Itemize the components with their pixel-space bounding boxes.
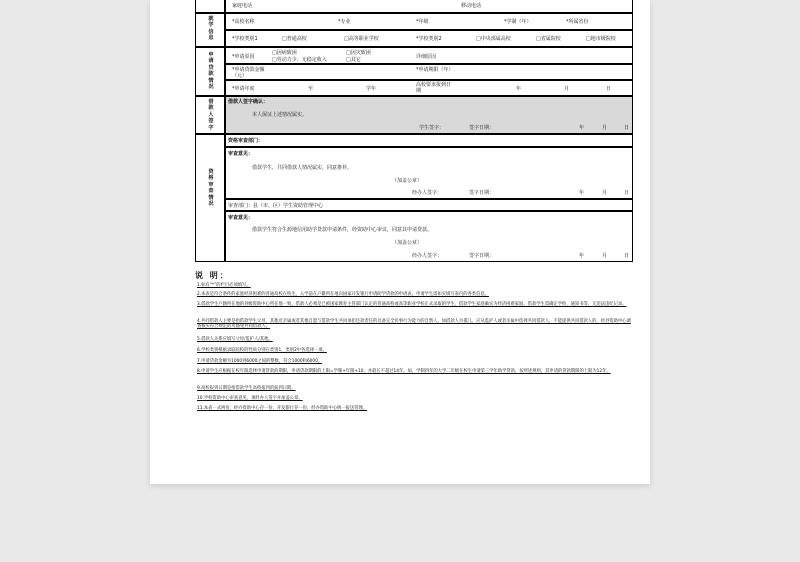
school-name-label: *高校名称 — [232, 19, 255, 25]
sign-month: 月 — [602, 125, 608, 131]
student-sign-label: 学生签字： — [419, 125, 445, 131]
opt-central-checkbox[interactable]: □中央部属高校 — [476, 36, 511, 42]
note-item: 7.申请贷款金额为1000到6000之间的整数，符合1000和6000。 — [197, 359, 323, 364]
review-month: 月 — [602, 190, 608, 196]
sign-year: 年 — [579, 125, 585, 131]
loan-section-label: 申请贷款情况 — [208, 52, 214, 91]
major-label: *专业 — [338, 19, 351, 25]
review-opinion-box — [225, 147, 633, 199]
opt-local-checkbox[interactable]: □地市级院校 — [586, 36, 616, 42]
note-item: 5.借款人关系应填写父母/监护人/其他。 — [197, 337, 273, 342]
review-dept-row — [225, 134, 633, 147]
review-dept2-title: 审查部门：县（市、区）学生资助管理中心 — [228, 202, 324, 209]
note-item: 8.申请学生应根据在校年限选择申请贷款的期限，申请贷款期限的上限=学制+年限+10，并最长不超过14年。如，学制四年的大学二年级在校生申请第三学年助学贷款，按所述规则，其申请的贷款期限的上限为12年。 — [197, 369, 611, 374]
review-day: 日 — [624, 190, 630, 196]
review2-handler-sign: 经办人签字： — [412, 253, 443, 259]
note-item: 10.学校资助中心审查意见，须经办人签字并加盖公章。 — [197, 396, 303, 401]
study-section-label-cell — [195, 13, 225, 47]
grade-label: *年级 — [416, 19, 429, 25]
study-row-2 — [225, 30, 633, 47]
report-month: 月 — [564, 86, 570, 92]
study-row-1 — [225, 13, 633, 30]
signature-section-label: 借款人签字 — [208, 99, 214, 131]
review2-month: 月 — [602, 253, 608, 259]
note-item: 3.借款学生户籍所在地的县级资助中心所在地一致，借款人必须是已被国家教育主管部门认定的普通高校或高等职业学校正式录取的学生，借款学生家庭确实为经济困难家庭。借款学生需确定学校、通知书等，无违法违纪记录。 — [197, 302, 627, 307]
review-handler-sign: 经办人签字： — [412, 190, 443, 196]
academic-year-label: 学年 — [366, 86, 377, 92]
report-year: 年 — [516, 86, 522, 92]
loan-row-3 — [225, 80, 633, 96]
amount-label: *申请贷款金额（元） — [232, 67, 265, 79]
signature-section-label-cell — [195, 96, 225, 134]
note-item: 2.本表是符合条件的家庭经济困难的普通高校在校生，入学前在户籍所在地向国家开发银行申请助学贷款的申请表，申请学生需如实填写表内的各类信息。 — [197, 292, 489, 297]
review2-opinion-title: 审查意见： — [228, 215, 254, 221]
note-item: 6.学校类别根据录取院校的性质分别在类别1、类别2中各选择一项。 — [197, 348, 327, 353]
school-type1-label: *学校类别1 — [232, 36, 258, 42]
to-label: 至 — [308, 86, 314, 92]
note-item: 11.本表一式两份，经办资助中心存一份，开发银行存一份，经办资助中心统一报送管理。 — [197, 406, 368, 411]
reason-labor-checkbox[interactable]: □劳动力少、无稳定收入 — [272, 57, 327, 63]
review-sign-date: 签字日期： — [469, 190, 495, 196]
loan-section-label-cell — [195, 47, 225, 96]
review-seal: （加盖公章） — [392, 178, 423, 184]
note-item: 1.标有“*”的栏目必须填写。 — [197, 283, 251, 288]
year-label: *申请年度 — [232, 86, 255, 92]
review2-seal: （加盖公章） — [392, 240, 423, 246]
opt-public-checkbox[interactable]: □普通高校 — [282, 36, 307, 42]
reason-label: *申请原因 — [232, 54, 255, 60]
reason-disaster-checkbox[interactable]: □因灾致困 — [346, 50, 371, 56]
school-type2-label: *学校类别2 — [416, 36, 442, 42]
sign-date-label: 签字日期： — [469, 125, 495, 131]
review2-sign-date: 签字日期： — [469, 253, 495, 259]
signature-statement: 本人保证上述情况属实。 — [252, 112, 308, 118]
period-label: *申请期限（年） — [416, 67, 454, 73]
loan-row-1 — [225, 47, 633, 64]
note-item: 4.共同借款人主要是指借款学生父母，其他近亲属或者其他自愿与借款学生共同承担还款责任的具备完全民事行为能力的自然人。如借款人为孤儿，应从监护人或者亲属中选择共同借款人，不能提供共同借款人的，经县资助中心调查核实符合规定的可豁免共同借款人。 — [197, 319, 631, 330]
signature-box — [225, 96, 633, 134]
review-section-label: 资格审查情况 — [208, 169, 214, 208]
study-section-label: 就学信息 — [208, 16, 214, 42]
review-opinion-text: 借款学生、共同借款人情况属实，同意推荐。 — [252, 165, 353, 171]
opt-vocational-checkbox[interactable]: □高等职业学校 — [344, 36, 379, 42]
review-dept-title: 资格审查部门： — [228, 138, 264, 144]
detailed-reason-label: 详细原因 — [416, 54, 437, 60]
review2-opinion-box — [225, 211, 633, 262]
family-phone-label: 家庭电话 — [232, 3, 253, 9]
report-day: 日 — [606, 86, 612, 92]
province-label: *所属省份 — [566, 19, 589, 25]
graduation-date-label: 高校要求报到日期 — [416, 82, 452, 94]
loan-row-2 — [225, 64, 633, 80]
review2-day: 日 — [624, 253, 630, 259]
review2-year: 年 — [579, 253, 585, 259]
loan-application-table — [195, 0, 633, 262]
reason-other-checkbox[interactable]: □其它 — [346, 57, 361, 63]
mobile-phone-label: 移动电话 — [461, 3, 482, 9]
review-year: 年 — [579, 190, 585, 196]
sign-day: 日 — [624, 125, 630, 131]
duration-label: *学制（年） — [504, 19, 532, 25]
review2-opinion-text: 借款学生符合生源地信用助学贷款申请条件，经资助中心审议，同意其申请贷款。 — [252, 227, 433, 233]
notes-title: 说 明： — [195, 271, 230, 280]
opt-provincial-checkbox[interactable]: □省属院校 — [536, 36, 561, 42]
review-dept2-row — [225, 199, 633, 211]
reason-illness-checkbox[interactable]: □因病致困 — [272, 50, 297, 56]
signature-title: 借款人签字确认： — [228, 99, 269, 105]
note-item: 9.高校报到日期是指借款学生高校报到的报到日期。 — [197, 386, 296, 391]
review-opinion-title: 审查意见： — [228, 151, 254, 157]
document-page — [150, 0, 650, 484]
review-section-label-cell — [195, 134, 225, 262]
header-label-cell — [195, 0, 225, 13]
phone-row — [225, 0, 633, 13]
